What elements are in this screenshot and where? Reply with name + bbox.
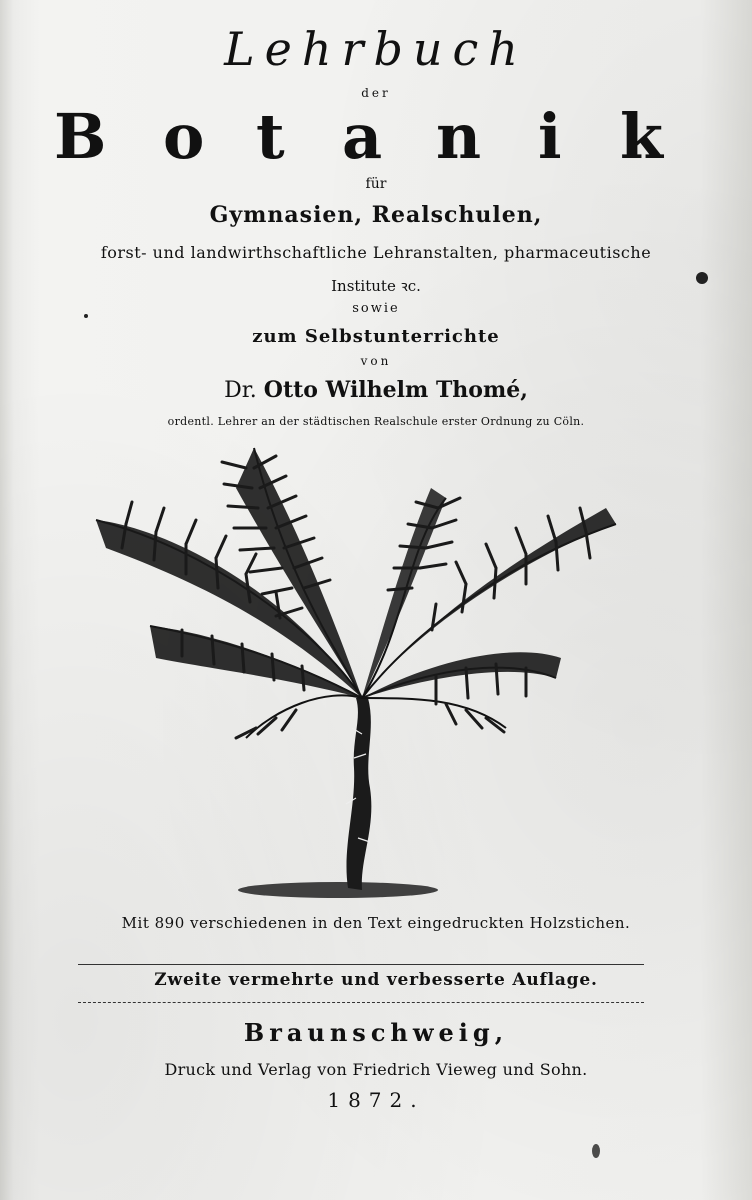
imprint-city: Braunschweig,: [243, 1018, 509, 1047]
author-von: von: [360, 354, 392, 368]
edition-statement: Zweite vermehrte und verbesserte Auflage.: [154, 970, 598, 990]
author-title: Dr.: [224, 378, 257, 403]
imprint-year: 1872.: [327, 1088, 425, 1112]
title-lehrbuch: Lehrbuch: [224, 22, 528, 76]
botanik-letter: k: [620, 100, 663, 173]
botanik-letter: i: [538, 100, 562, 173]
illustration-note: Mit 890 verschiedenen in den Text eingedruckten Holzstichen.: [121, 914, 631, 932]
ink-speck: [696, 272, 708, 284]
audience-selbst: zum Selbstunterrichte: [252, 326, 500, 347]
audience-schools: Gymnasien, Realschulen,: [209, 202, 543, 228]
audience-fuer: für: [365, 176, 387, 192]
ink-speck: [592, 1144, 600, 1158]
author-line: [0, 377, 752, 403]
tree-fern-engraving-icon: [86, 428, 626, 908]
ink-speck: [84, 314, 88, 318]
divider-top: [78, 964, 644, 965]
imprint-publisher: Druck und Verlag von Friedrich Vieweg und Sohn.: [164, 1060, 588, 1079]
title-der: der: [361, 86, 391, 100]
audience-institutions: forst- und landwirthschaftliche Lehranstalten, pharmaceutische: [100, 243, 652, 262]
divider-bottom: [78, 1002, 644, 1003]
audience-institute: Institute ꝛc.: [331, 277, 421, 295]
botanik-letter: n: [436, 100, 482, 173]
botanik-letter: a: [342, 100, 383, 173]
author-position: ordentl. Lehrer an der städtischen Realschule erster Ordnung zu Cöln.: [167, 415, 585, 428]
botanik-letter: t: [256, 100, 285, 173]
botanik-letter: o: [163, 100, 205, 173]
botanik-letter: B: [54, 100, 107, 173]
author-name: Otto Wilhelm Thomé,: [263, 377, 528, 403]
audience-sowie: sowie: [352, 301, 400, 316]
